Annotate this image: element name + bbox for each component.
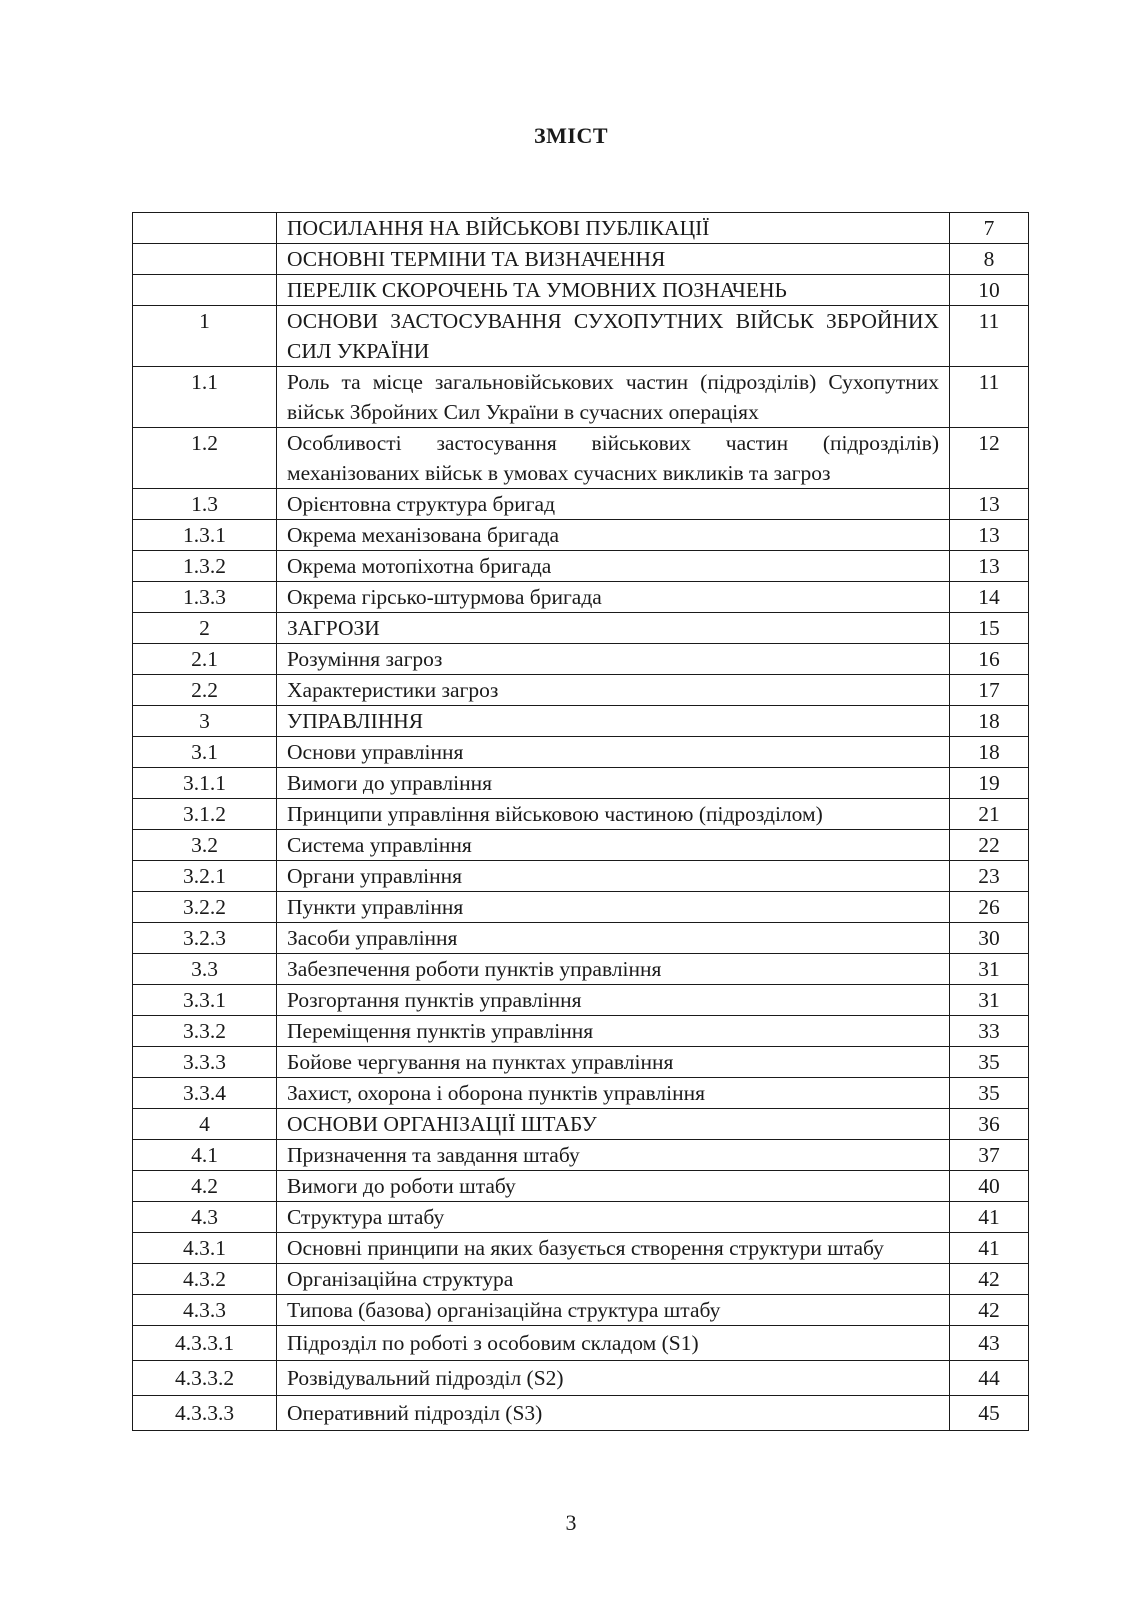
toc-title: Характеристики загроз xyxy=(277,675,950,706)
toc-title: Забезпечення роботи пунктів управління xyxy=(277,954,950,985)
toc-page: 15 xyxy=(950,613,1029,644)
toc-number: 4 xyxy=(133,1109,277,1140)
toc-row xyxy=(133,1202,1029,1233)
toc-row xyxy=(133,799,1029,830)
toc-row xyxy=(133,1233,1029,1264)
toc-row xyxy=(133,1361,1029,1396)
toc-number xyxy=(133,213,277,244)
toc-title: Захист, охорона і оборона пунктів управління xyxy=(277,1078,950,1109)
toc-row xyxy=(133,1295,1029,1326)
toc-number: 2 xyxy=(133,613,277,644)
toc-page: 37 xyxy=(950,1140,1029,1171)
toc-title: Орієнтовна структура бригад xyxy=(277,489,950,520)
toc-row xyxy=(133,275,1029,306)
toc-page: 35 xyxy=(950,1047,1029,1078)
toc-row xyxy=(133,582,1029,613)
toc-row xyxy=(133,644,1029,675)
toc-page: 11 xyxy=(950,367,1029,428)
toc-title: Типова (базова) організаційна структура штабу xyxy=(277,1295,950,1326)
toc-page: 18 xyxy=(950,706,1029,737)
toc-number: 4.2 xyxy=(133,1171,277,1202)
toc-row xyxy=(133,1140,1029,1171)
toc-row xyxy=(133,830,1029,861)
toc-page: 42 xyxy=(950,1295,1029,1326)
toc-page: 42 xyxy=(950,1264,1029,1295)
toc-page: 35 xyxy=(950,1078,1029,1109)
toc-row xyxy=(133,613,1029,644)
toc-page: 36 xyxy=(950,1109,1029,1140)
toc-row xyxy=(133,892,1029,923)
page-number: 3 xyxy=(565,1510,577,1535)
toc-title: Підрозділ по роботі з особовим складом (S1) xyxy=(277,1326,950,1361)
toc-row xyxy=(133,244,1029,275)
toc-row xyxy=(133,1396,1029,1431)
toc-page: 16 xyxy=(950,644,1029,675)
toc-title: ПОСИЛАННЯ НА ВІЙСЬКОВІ ПУБЛІКАЦІЇ xyxy=(277,213,950,244)
toc-title: Принципи управління військовою частиною (підрозділом) xyxy=(277,799,950,830)
toc-number: 3.3.4 xyxy=(133,1078,277,1109)
toc-page: 10 xyxy=(950,275,1029,306)
toc-number: 4.3.3 xyxy=(133,1295,277,1326)
toc-title: Пункти управління xyxy=(277,892,950,923)
toc-title: Структура штабу xyxy=(277,1202,950,1233)
toc-page: 13 xyxy=(950,520,1029,551)
toc-title: УПРАВЛІННЯ xyxy=(277,706,950,737)
toc-page: 40 xyxy=(950,1171,1029,1202)
toc-title: Вимоги до роботи штабу xyxy=(277,1171,950,1202)
toc-page: 19 xyxy=(950,768,1029,799)
toc-number: 4.3.1 xyxy=(133,1233,277,1264)
toc-number: 4.3.3.3 xyxy=(133,1396,277,1431)
toc-page: 30 xyxy=(950,923,1029,954)
toc-row xyxy=(133,520,1029,551)
toc-title: ПЕРЕЛІК СКОРОЧЕНЬ ТА УМОВНИХ ПОЗНАЧЕНЬ xyxy=(277,275,950,306)
toc-page: 44 xyxy=(950,1361,1029,1396)
toc-page: 33 xyxy=(950,1016,1029,1047)
toc-number: 2.2 xyxy=(133,675,277,706)
toc-page: 31 xyxy=(950,954,1029,985)
toc-title: Організаційна структура xyxy=(277,1264,950,1295)
toc-page: 41 xyxy=(950,1202,1029,1233)
toc-title: Основні принципи на яких базується створення структури штабу xyxy=(277,1233,950,1264)
toc-title: Розгортання пунктів управління xyxy=(277,985,950,1016)
toc-page: 21 xyxy=(950,799,1029,830)
toc-title: Роль та місце загальновійськових частин (підрозділів) Сухопутних військ Збройних Сил України в сучасних операціях xyxy=(277,367,950,428)
toc-title: Розуміння загроз xyxy=(277,644,950,675)
toc-row xyxy=(133,985,1029,1016)
toc-number: 3.1.2 xyxy=(133,799,277,830)
toc-row xyxy=(133,923,1029,954)
toc-title: Оперативний підрозділ (S3) xyxy=(277,1396,950,1431)
toc-page: 43 xyxy=(950,1326,1029,1361)
toc-number: 3 xyxy=(133,706,277,737)
toc-page: 45 xyxy=(950,1396,1029,1431)
toc-title: Бойове чергування на пунктах управління xyxy=(277,1047,950,1078)
toc-page: 13 xyxy=(950,489,1029,520)
toc-title: ОСНОВИ ЗАСТОСУВАННЯ СУХОПУТНИХ ВІЙСЬК ЗБРОЙНИХ СИЛ УКРАЇНИ xyxy=(277,306,950,367)
toc-row xyxy=(133,1078,1029,1109)
toc-number: 3.3.2 xyxy=(133,1016,277,1047)
toc-number: 1 xyxy=(133,306,277,367)
toc-row xyxy=(133,1326,1029,1361)
toc-row xyxy=(133,213,1029,244)
toc-number: 4.1 xyxy=(133,1140,277,1171)
toc-row xyxy=(133,367,1029,428)
toc-number: 3.2.2 xyxy=(133,892,277,923)
toc-page: 17 xyxy=(950,675,1029,706)
toc-row xyxy=(133,551,1029,582)
toc-title: Основи управління xyxy=(277,737,950,768)
toc-table xyxy=(132,212,1029,1431)
toc-title: Окрема гірсько-штурмова бригада xyxy=(277,582,950,613)
toc-title: Органи управління xyxy=(277,861,950,892)
toc-page: 8 xyxy=(950,244,1029,275)
toc-page: 22 xyxy=(950,830,1029,861)
toc-number xyxy=(133,244,277,275)
toc-number: 2.1 xyxy=(133,644,277,675)
toc-title: Переміщення пунктів управління xyxy=(277,1016,950,1047)
toc-page: 7 xyxy=(950,213,1029,244)
page-title: ЗМІСТ xyxy=(534,123,608,148)
toc-number: 3.2.3 xyxy=(133,923,277,954)
toc-title: ОСНОВИ ОРГАНІЗАЦІЇ ШТАБУ xyxy=(277,1109,950,1140)
toc-number: 4.3.3.2 xyxy=(133,1361,277,1396)
toc-number: 4.3 xyxy=(133,1202,277,1233)
toc-title: ОСНОВНІ ТЕРМІНИ ТА ВИЗНАЧЕННЯ xyxy=(277,244,950,275)
toc-number: 1.3 xyxy=(133,489,277,520)
toc-page: 11 xyxy=(950,306,1029,367)
toc-number: 1.3.2 xyxy=(133,551,277,582)
toc-row xyxy=(133,428,1029,489)
toc-number: 3.3 xyxy=(133,954,277,985)
toc-number xyxy=(133,275,277,306)
toc-title: Вимоги до управління xyxy=(277,768,950,799)
toc-row xyxy=(133,1109,1029,1140)
toc-row xyxy=(133,489,1029,520)
toc-title: Призначення та завдання штабу xyxy=(277,1140,950,1171)
toc-number: 3.2 xyxy=(133,830,277,861)
toc-title: ЗАГРОЗИ xyxy=(277,613,950,644)
toc-row xyxy=(133,954,1029,985)
toc-title: Засоби управління xyxy=(277,923,950,954)
toc-number: 4.3.2 xyxy=(133,1264,277,1295)
toc-title: Окрема механізована бригада xyxy=(277,520,950,551)
toc-page: 23 xyxy=(950,861,1029,892)
toc-number: 1.3.1 xyxy=(133,520,277,551)
toc-title: Система управління xyxy=(277,830,950,861)
toc-title: Розвідувальний підрозділ (S2) xyxy=(277,1361,950,1396)
toc-row xyxy=(133,1264,1029,1295)
toc-page: 13 xyxy=(950,551,1029,582)
toc-row xyxy=(133,1016,1029,1047)
toc-row xyxy=(133,306,1029,367)
toc-row xyxy=(133,1171,1029,1202)
toc-number: 3.2.1 xyxy=(133,861,277,892)
toc-number: 3.1 xyxy=(133,737,277,768)
toc-row xyxy=(133,737,1029,768)
toc-number: 1.1 xyxy=(133,367,277,428)
toc-row xyxy=(133,1047,1029,1078)
toc-page: 31 xyxy=(950,985,1029,1016)
toc-number: 3.3.1 xyxy=(133,985,277,1016)
toc-number: 1.2 xyxy=(133,428,277,489)
toc-title: Особливості застосування військових частин (підрозділів) механізованих військ в умовах сучасних викликів та загроз xyxy=(277,428,950,489)
toc-row xyxy=(133,861,1029,892)
toc-page: 14 xyxy=(950,582,1029,613)
toc-page: 18 xyxy=(950,737,1029,768)
toc-page: 12 xyxy=(950,428,1029,489)
toc-number: 4.3.3.1 xyxy=(133,1326,277,1361)
toc-row xyxy=(133,768,1029,799)
toc-number: 3.1.1 xyxy=(133,768,277,799)
toc-number: 3.3.3 xyxy=(133,1047,277,1078)
toc-number: 1.3.3 xyxy=(133,582,277,613)
toc-page: 26 xyxy=(950,892,1029,923)
toc-page: 41 xyxy=(950,1233,1029,1264)
toc-row xyxy=(133,706,1029,737)
toc-title: Окрема мотопіхотна бригада xyxy=(277,551,950,582)
toc-row xyxy=(133,675,1029,706)
